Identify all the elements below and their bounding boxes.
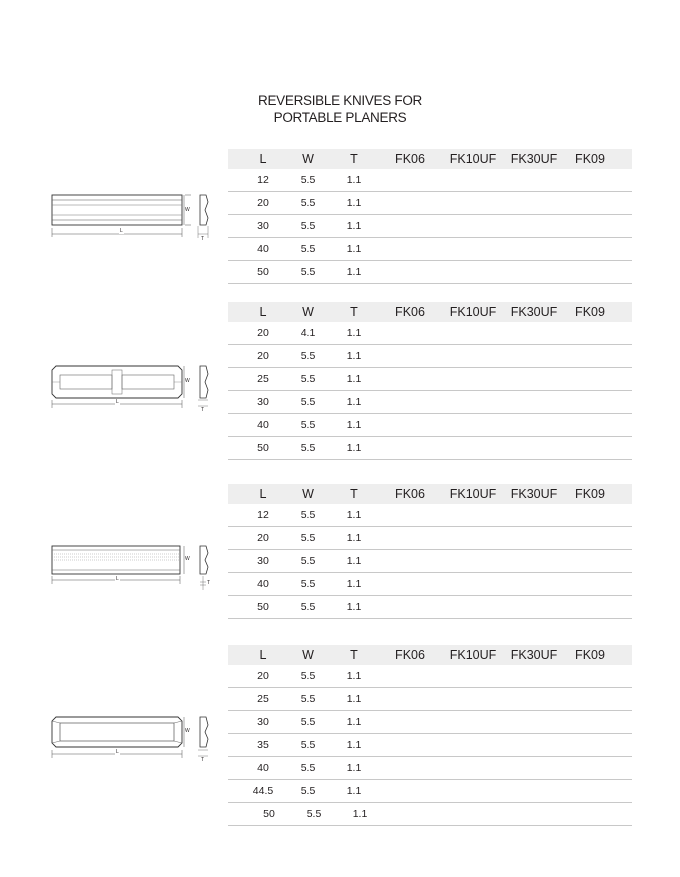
title-line-1: REVERSIBLE KNIVES FOR [258,93,422,108]
table-cell: 30 [257,716,269,728]
table-cell: 5.5 [300,174,316,186]
table-cell: 5.5 [300,578,316,590]
table-row [228,238,632,261]
table-cell: 1.1 [346,396,362,408]
table-cell: 50 [257,442,269,454]
width-label: W [185,207,190,213]
column-header: FK06 [395,305,425,319]
table-cell: 5.5 [300,419,316,431]
table-cell: 44.5 [252,785,274,797]
table-cell: 1.1 [346,670,362,682]
column-header: FK06 [395,648,425,662]
table-cell: 1.1 [346,601,362,613]
table-cell: 1.1 [346,220,362,232]
spec-table-2 [228,302,632,460]
table-cell: 5.5 [300,350,316,362]
table-cell: 1.1 [346,419,362,431]
table-row [228,803,632,826]
column-header: T [350,648,358,662]
table-cell: 1.1 [346,266,362,278]
table-cell: 4.1 [300,327,316,339]
table-cell: 5.5 [300,266,316,278]
column-header: FK06 [395,487,425,501]
table-cell: 1.1 [346,174,362,186]
table-cell: 1.1 [346,532,362,544]
table-cell: 1.1 [346,350,362,362]
table-cell: 5.5 [300,509,316,521]
knife-drawing-4 [40,712,230,768]
column-header: FK10UF [449,487,497,501]
table-cell: 40 [257,578,269,590]
table-cell: 40 [257,762,269,774]
knife-drawing-3 [40,540,230,596]
column-header: FK09 [575,648,605,662]
column-header: FK10UF [449,152,497,166]
table-cell: 5.5 [300,555,316,567]
width-label: W [185,378,190,384]
column-header: FK30UF [510,305,558,319]
table-cell: 5.5 [300,396,316,408]
table-cell: 30 [257,220,269,232]
thickness-label: T [207,580,211,586]
table-cell: 5.5 [300,716,316,728]
table-cell: 5.5 [300,762,316,774]
table-cell: 50 [257,601,269,613]
length-label: L [116,576,119,582]
column-header: T [350,305,358,319]
column-header: FK10UF [449,305,497,319]
column-header: W [302,648,314,662]
length-label: L [120,228,123,234]
table-cell: 50 [257,266,269,278]
table-row [228,550,632,573]
table-row [228,437,632,460]
table-row [228,215,632,238]
table-cell: 1.1 [352,808,368,820]
table-cell: 1.1 [346,327,362,339]
table-row [228,780,632,803]
table-cell: 5.5 [300,442,316,454]
column-header: FK10UF [449,648,497,662]
column-header: L [259,152,267,166]
knife-drawing-1 [40,190,230,246]
table-cell: 50 [263,808,275,820]
table-cell: 25 [257,693,269,705]
table-row [228,734,632,757]
column-header: W [302,152,314,166]
spec-table-3 [228,484,632,619]
table-cell: 5.5 [300,197,316,209]
table-row [228,596,632,619]
table-cell: 1.1 [346,762,362,774]
column-header: FK09 [575,487,605,501]
width-label: W [185,728,190,734]
table-row [228,414,632,437]
table-cell: 5.5 [306,808,322,820]
table-row [228,527,632,550]
table-cell: 5.5 [300,670,316,682]
table-cell: 40 [257,243,269,255]
thickness-label: T [201,407,205,413]
table-cell: 1.1 [346,693,362,705]
table-row [228,757,632,780]
table-row [228,169,632,192]
table-cell: 40 [257,419,269,431]
table-cell: 5.5 [300,693,316,705]
table-cell: 20 [257,670,269,682]
table-cell: 5.5 [300,243,316,255]
table-cell: 5.5 [300,532,316,544]
spec-table-4 [228,645,632,826]
table-row [228,322,632,345]
column-header: T [350,487,358,501]
table-row [228,391,632,414]
page-title [200,92,480,126]
table-row [228,368,632,391]
table-cell: 5.5 [300,739,316,751]
table-cell: 25 [257,373,269,385]
thickness-label: T [201,757,205,763]
knife-drawing-2 [40,362,230,418]
table-row [228,192,632,215]
width-label: W [185,556,190,562]
table-cell: 12 [257,174,269,186]
column-header: FK30UF [510,648,558,662]
table-row [228,345,632,368]
length-label: L [116,749,119,755]
table-cell: 20 [257,197,269,209]
table-cell: 5.5 [300,373,316,385]
table-cell: 30 [257,396,269,408]
table-cell: 1.1 [346,373,362,385]
table-cell: 12 [257,509,269,521]
table-header [228,302,632,322]
table-cell: 5.5 [300,601,316,613]
table-cell: 1.1 [346,578,362,590]
table-cell: 5.5 [300,220,316,232]
table-row [228,665,632,688]
column-header: FK30UF [510,487,558,501]
table-cell: 1.1 [346,555,362,567]
table-cell: 20 [257,350,269,362]
table-cell: 5.5 [300,785,316,797]
table-header [228,484,632,504]
table-cell: 35 [257,739,269,751]
table-row [228,261,632,284]
table-cell: 1.1 [346,785,362,797]
table-cell: 30 [257,555,269,567]
thickness-label: T [201,236,205,242]
table-cell: 1.1 [346,739,362,751]
column-header: FK30UF [510,152,558,166]
column-header: L [259,305,267,319]
table-row [228,573,632,596]
title-line-2: PORTABLE PLANERS [273,110,407,125]
column-header: FK06 [395,152,425,166]
table-cell: 1.1 [346,442,362,454]
spec-table-1 [228,149,632,284]
table-cell: 1.1 [346,197,362,209]
table-header [228,645,632,665]
table-cell: 20 [257,532,269,544]
column-header: L [259,487,267,501]
column-header: T [350,152,358,166]
table-cell: 1.1 [346,716,362,728]
length-label: L [116,399,119,405]
column-header: W [302,487,314,501]
table-cell: 20 [257,327,269,339]
table-cell: 1.1 [346,243,362,255]
column-header: W [302,305,314,319]
column-header: FK09 [575,305,605,319]
table-header [228,149,632,169]
table-row [228,504,632,527]
column-header: L [259,648,267,662]
table-row [228,688,632,711]
table-row [228,711,632,734]
table-cell: 1.1 [346,509,362,521]
column-header: FK09 [575,152,605,166]
